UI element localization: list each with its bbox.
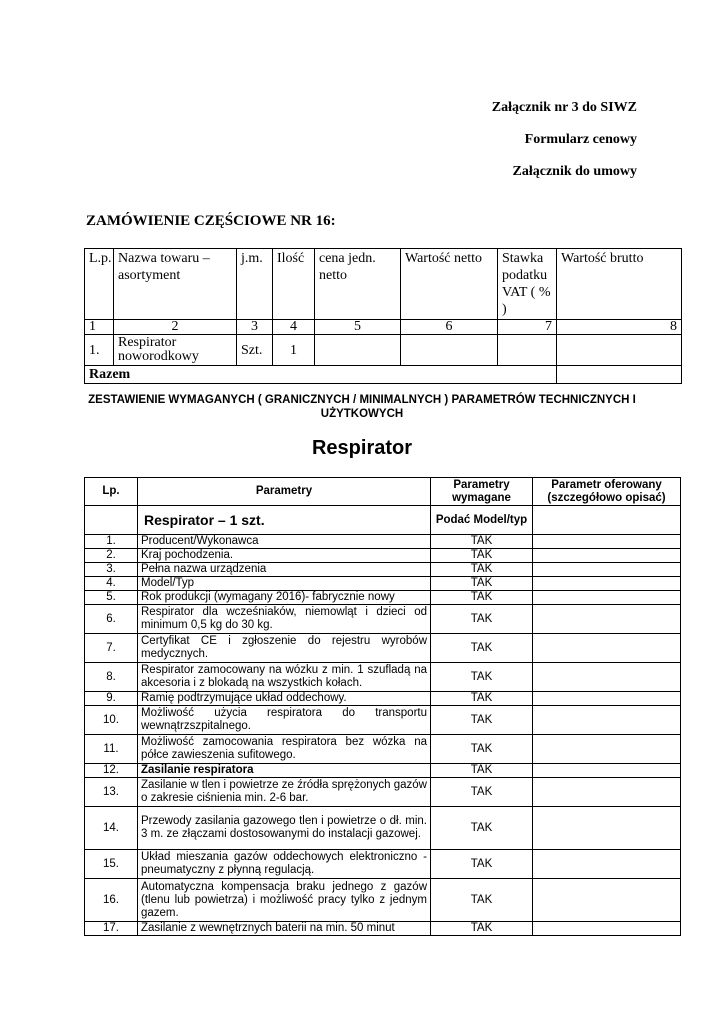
params-row [85,549,681,563]
header-lp: L.p. [85,249,114,320]
param-lp: 3. [85,563,138,577]
params-row [85,706,681,735]
param-required: TAK [431,634,533,663]
param-lp: 14. [85,807,138,850]
param-description: Producent/Wykonawca [138,535,431,549]
params-heading: ZESTAWIENIE WYMAGANYCH ( GRANICZNYCH / MINIMALNYCH ) PARAMETRÓW TECHNICZNYCH I UŻYTKOWYCH [88,394,636,420]
param-description: Przewody zasilania gazowego tlen i powietrze o dł. min. 3 m. ze złączami dostosowanymi do instalacji gazowej. [138,807,431,850]
item-vat-rate [498,335,557,366]
params-row [85,879,681,922]
params-row [85,807,681,850]
subheader-lp [85,506,138,535]
param-lp: 15. [85,850,138,879]
param-lp: 5. [85,591,138,605]
param-offered [533,692,681,706]
col-number: 1 [85,320,114,335]
params-header-lp: Lp. [85,478,138,506]
param-description: Możliwość zamocowania respiratora bez wózka na półce zawieszenia sufitowego. [138,735,431,764]
item-unit: Szt. [237,335,273,366]
param-lp: 10. [85,706,138,735]
param-description: Ramię podtrzymujące układ oddechowy. [138,692,431,706]
col-number: 8 [557,320,682,335]
param-description: Kraj pochodzenia. [138,549,431,563]
param-offered [533,591,681,605]
price-table-item-row [85,335,682,366]
param-offered [533,605,681,634]
param-offered [533,577,681,591]
param-lp: 13. [85,778,138,807]
param-description: Rok produkcji (wymagany 2016)- fabrycznie nowy [138,591,431,605]
param-required: TAK [431,663,533,692]
params-row [85,563,681,577]
param-offered [533,778,681,807]
col-number: 2 [114,320,237,335]
device-title: Respirator [311,437,413,459]
param-required: TAK [431,922,533,936]
header-name: Nazwa towaru – asortyment [114,249,237,320]
subheader-required: Podać Model/typ [431,506,533,535]
total-label: Razem [85,366,557,384]
param-required: TAK [431,735,533,764]
param-lp: 11. [85,735,138,764]
header-unit-price: cena jedn. netto [315,249,401,320]
subheader-offered [533,506,681,535]
param-lp: 2. [85,549,138,563]
param-description: Model/Typ [138,577,431,591]
param-required: TAK [431,605,533,634]
params-row [85,850,681,879]
param-description: Zasilanie w tlen i powietrze ze źródła sprężonych gazów o zakresie ciśnienia min. 2-6 bar. [138,778,431,807]
param-required: TAK [431,879,533,922]
col-number: 7 [498,320,557,335]
param-offered [533,706,681,735]
param-offered [533,764,681,778]
param-lp: 6. [85,605,138,634]
param-required: TAK [431,807,533,850]
params-header-required: Parametry wymagane [431,478,533,506]
params-row [85,591,681,605]
param-required: TAK [431,591,533,605]
param-required: TAK [431,692,533,706]
price-table-number-row [85,320,682,335]
param-description: Respirator dla wcześniaków, niemowląt i dzieci od minimum 0,5 kg do 30 kg. [138,605,431,634]
header-net-value: Wartość netto [401,249,498,320]
header-unit: j.m. [237,249,273,320]
param-lp: 17. [85,922,138,936]
total-value [557,366,682,384]
price-table-header-row [85,249,682,320]
param-required: TAK [431,778,533,807]
param-lp: 16. [85,879,138,922]
param-description: Pełna nazwa urządzenia [138,563,431,577]
param-required: TAK [431,549,533,563]
item-gross-value [557,335,682,366]
params-row [85,735,681,764]
params-header-params: Parametry [138,478,431,506]
param-description: Automatyczna kompensacja braku jednego z gazów (tlenu lub powietrza) i możliwość pracy tylko z jednym gazem. [138,879,431,922]
order-title: ZAMÓWIENIE CZĘŚCIOWE NR 16: [86,213,336,229]
col-number: 4 [273,320,315,335]
params-row [85,692,681,706]
param-offered [533,922,681,936]
param-description: Respirator zamocowany na wózku z min. 1 szufladą na akcesoria i z blokadą na wszystkich kołach. [138,663,431,692]
params-row [85,778,681,807]
param-lp: 8. [85,663,138,692]
item-lp: 1. [85,335,114,366]
form-type-label: Formularz cenowy [524,132,637,147]
params-row [85,535,681,549]
param-required: TAK [431,563,533,577]
param-required: TAK [431,577,533,591]
item-qty: 1 [273,335,315,366]
params-row [85,922,681,936]
params-header-row [85,478,681,506]
param-offered [533,663,681,692]
contract-attachment-label: Załącznik do umowy [512,164,637,179]
params-row [85,605,681,634]
param-description: Układ mieszania gazów oddechowych elektroniczno - pneumatyczny z płynną regulacją. [138,850,431,879]
param-description: Certyfikat CE i zgłoszenie do rejestru wyrobów medycznych. [138,634,431,663]
param-description: Zasilanie z wewnętrznych baterii na min. 50 minut [138,922,431,936]
params-row [85,577,681,591]
param-lp: 9. [85,692,138,706]
param-required: TAK [431,850,533,879]
header-qty: Ilość [273,249,315,320]
param-offered [533,879,681,922]
item-name: Respirator noworodkowy [114,335,237,366]
price-table [84,248,682,384]
subheader-title: Respirator – 1 szt. [138,506,431,535]
param-description: Możliwość użycia respiratora do transportu wewnątrzszpitalnego. [138,706,431,735]
param-lp: 7. [85,634,138,663]
header-gross-value: Wartość brutto [557,249,682,320]
header-vat-rate: Stawka podatku VAT ( % ) [498,249,557,320]
col-number: 6 [401,320,498,335]
param-offered [533,850,681,879]
param-required: TAK [431,706,533,735]
param-description: Zasilanie respiratora [138,764,431,778]
col-number: 3 [237,320,273,335]
params-header-offered: Parametr oferowany (szczegółowo opisać) [533,478,681,506]
param-offered [533,535,681,549]
param-offered [533,563,681,577]
item-net-value [401,335,498,366]
attachment-label: Załącznik nr 3 do SIWZ [491,100,637,115]
item-unit-price [315,335,401,366]
param-offered [533,549,681,563]
param-required: TAK [431,764,533,778]
param-lp: 4. [85,577,138,591]
col-number: 5 [315,320,401,335]
params-row [85,764,681,778]
param-required: TAK [431,535,533,549]
param-lp: 12. [85,764,138,778]
params-row [85,634,681,663]
params-row [85,663,681,692]
param-offered [533,807,681,850]
param-offered [533,735,681,764]
price-table-total-row [85,366,682,384]
params-subheader-row [85,506,681,535]
params-table [84,477,681,936]
param-offered [533,634,681,663]
param-lp: 1. [85,535,138,549]
